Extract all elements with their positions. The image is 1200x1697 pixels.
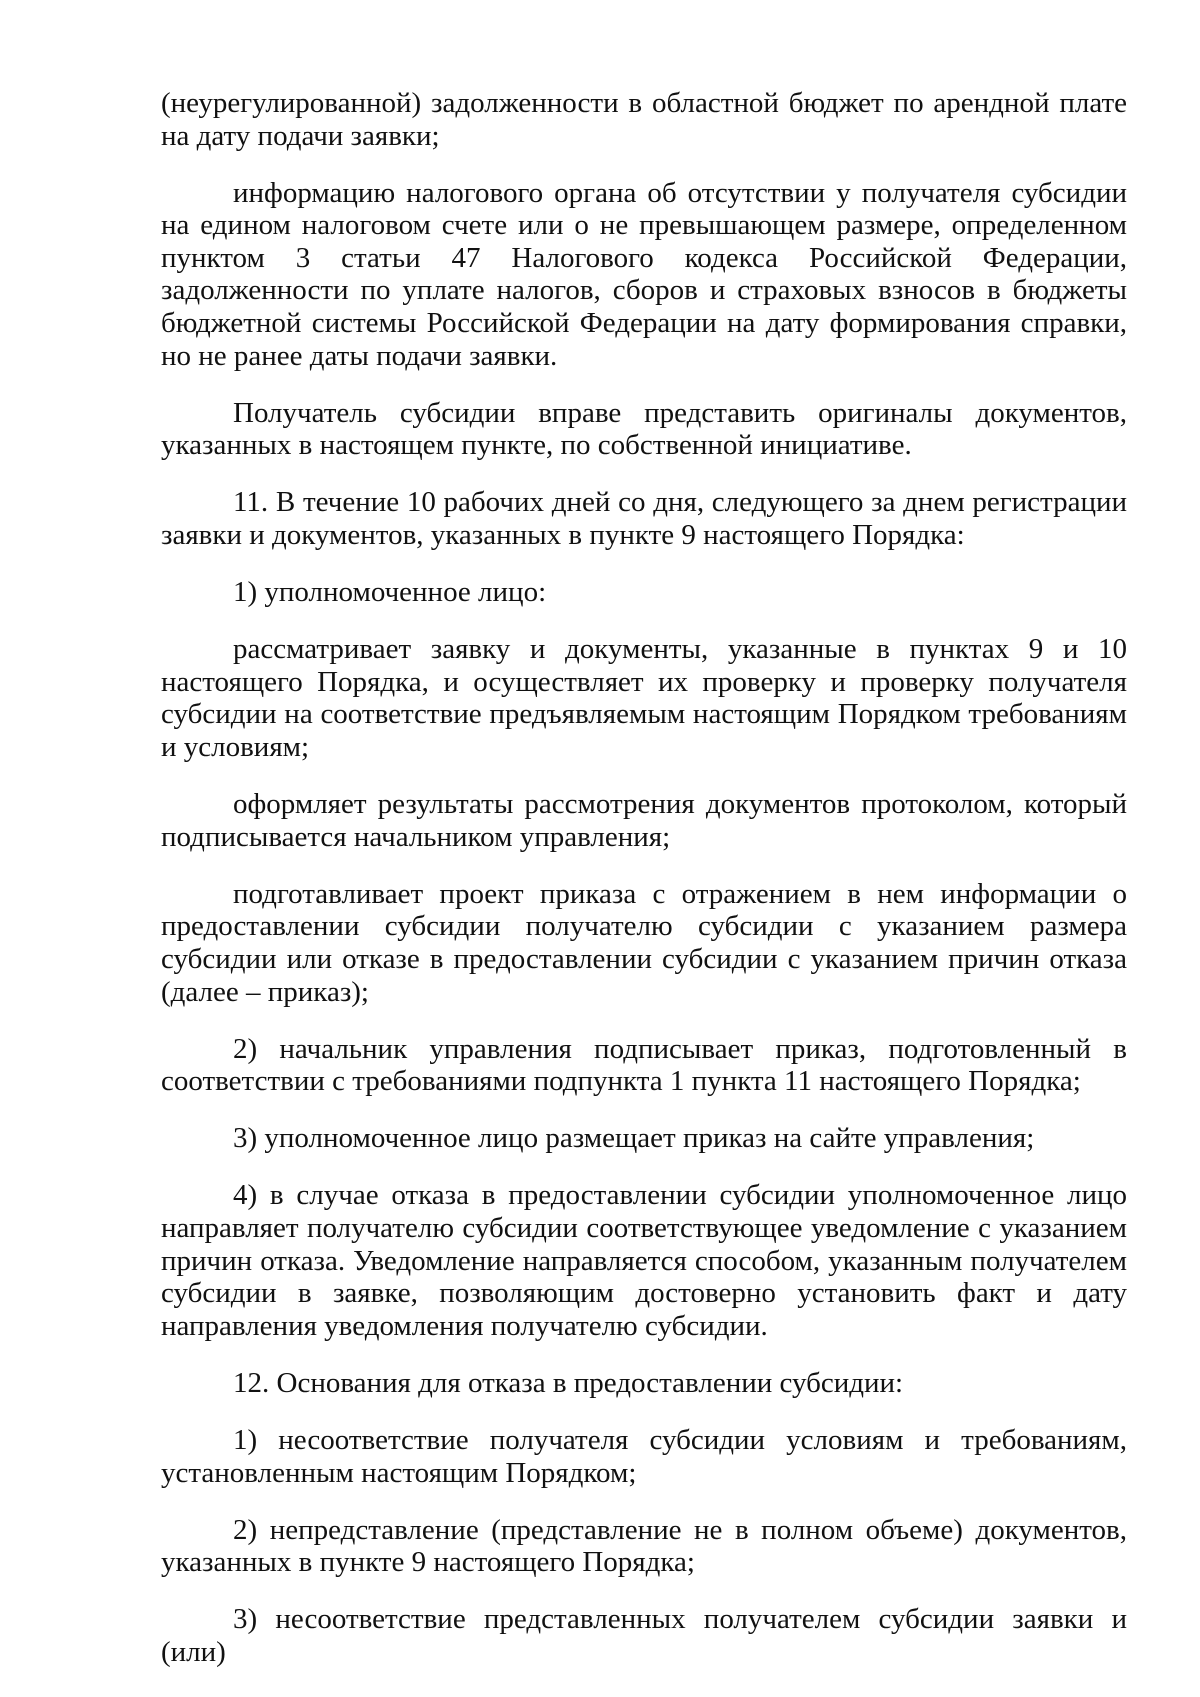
paragraph-item-11-1: 1) уполномоченное лицо: (233, 576, 547, 609)
paragraph-debt-continuation: (неурегулированной) задолженности в областной бюджет по арендной плате на дату подачи заявки; (161, 87, 1127, 152)
paragraph-item-12-2: 2) непредставление (представление не в полном объеме) документов, указанных в пункте 9 настоящего Порядка; (161, 1513, 1127, 1579)
paragraph-item-11: 11. В течение 10 рабочих дней со дня, следующего за днем регистрации заявки и документов, указанных в пункте 9 настоящего Порядка: (161, 486, 1127, 552)
paragraph-item-11-3: 3) уполномоченное лицо размещает приказ на сайте управления; (233, 1122, 1035, 1155)
paragraph-tax-authority-info: информацию налогового органа об отсутствии у получателя субсидии на едином налоговом счете или о не превышающем размере, определенном пунктом 3 статьи 47 Налогового кодекса Российской Федерации, задолженности по уплате налогов, сборов и страховых взносов в бюджеты бюджетной системы Российской Федерации на дату формирования справки, но не ранее даты подачи заявки. (161, 176, 1127, 372)
paragraph-item-12-1: 1) несоответствие получателя субсидии условиям и требованиям, установленным настоящим Порядком; (161, 1424, 1127, 1489)
paragraph-item-12: 12. Основания для отказа в предоставлении субсидии: (233, 1366, 904, 1399)
paragraph-originals-right: Получатель субсидии вправе представить оригиналы документов, указанных в настоящем пункте, по собственной инициативе. (161, 396, 1127, 462)
paragraph-item-12-3: 3) несоответствие представленных получателем субсидии заявки и (или) (161, 1603, 1127, 1668)
paragraph-item-11-2: 2) начальник управления подписывает приказ, подготовленный в соответствии с требованиями подпункта 1 пункта 11 настоящего Порядка; (161, 1032, 1127, 1098)
paragraph-item-11-4: 4) в случае отказа в предоставлении субсидии уполномоченное лицо направляет получателю субсидии соответствующее уведомление с указанием причин отказа. Уведомление направляется способом, указанным получателем субсидии в заявке, позволяющим достоверно установить факт и дату направления уведомления получателю субсидии. (161, 1179, 1127, 1342)
document-body (161, 87, 1127, 1669)
paragraph-draft-order: подготавливает проект приказа с отражением в нем информации о предоставлении субсидии получателю субсидии с указанием размера субсидии или отказе в предоставлении субсидии с указанием причин отказа (далее – приказ); (161, 877, 1127, 1008)
paragraph-protocol: оформляет результаты рассмотрения документов протоколом, который подписывается начальником управления; (161, 788, 1127, 853)
paragraph-review-application: рассматривает заявку и документы, указанные в пунктах 9 и 10 настоящего Порядка, и осуществляет их проверку и проверку получателя субсидии на соответствие предъявляемым настоящим Порядком требованиям и условиям; (161, 633, 1127, 763)
